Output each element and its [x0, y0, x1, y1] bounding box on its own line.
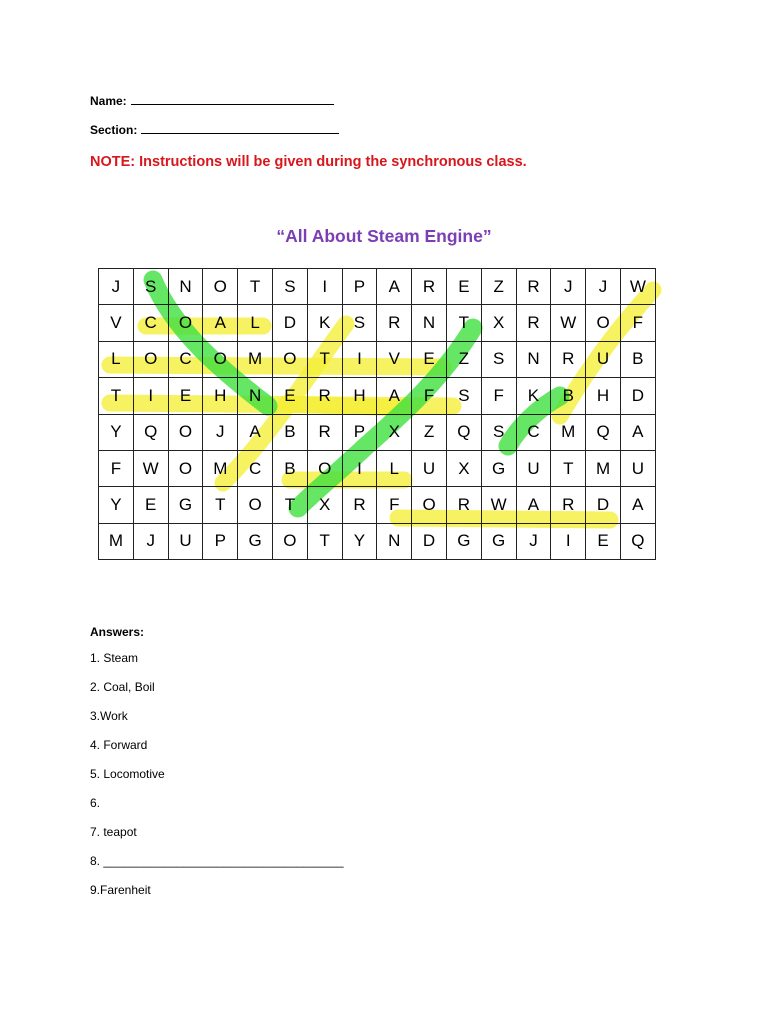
- grid-cell: A: [620, 414, 655, 450]
- grid-cell: W: [620, 269, 655, 305]
- name-field: [90, 94, 334, 108]
- grid-cell: R: [551, 341, 586, 377]
- section-label: Section:: [90, 123, 138, 137]
- grid-cell: S: [133, 269, 168, 305]
- grid-cell: S: [446, 378, 481, 414]
- grid-cell: O: [168, 305, 203, 341]
- grid-cell: C: [133, 305, 168, 341]
- grid-cell: C: [168, 341, 203, 377]
- word-search-puzzle: [98, 268, 671, 575]
- grid-cell: X: [481, 305, 516, 341]
- grid-cell: B: [620, 341, 655, 377]
- grid-cell: Y: [99, 487, 134, 523]
- grid-cell: A: [516, 487, 551, 523]
- grid-cell: T: [307, 341, 342, 377]
- grid-cell: T: [99, 378, 134, 414]
- grid-cell: Z: [412, 414, 447, 450]
- grid-cell: S: [342, 305, 377, 341]
- grid-cell: T: [551, 450, 586, 486]
- grid-cell: V: [99, 305, 134, 341]
- instruction-note: NOTE: Instructions will be given during the synchronous class.: [90, 154, 527, 170]
- grid-cell: M: [203, 450, 238, 486]
- grid-cell: D: [272, 305, 307, 341]
- grid-cell: Q: [446, 414, 481, 450]
- grid-cell: C: [238, 450, 273, 486]
- grid-cell: E: [272, 378, 307, 414]
- grid-cell: N: [412, 305, 447, 341]
- grid-cell: R: [342, 487, 377, 523]
- grid-cell: O: [586, 305, 621, 341]
- grid-cell: W: [481, 487, 516, 523]
- grid-cell: X: [377, 414, 412, 450]
- name-label: Name:: [90, 94, 127, 108]
- grid-cell: J: [203, 414, 238, 450]
- grid-cell: I: [342, 450, 377, 486]
- grid-cell: E: [168, 378, 203, 414]
- grid-cell: M: [551, 414, 586, 450]
- grid-cell: N: [377, 523, 412, 559]
- grid-cell: D: [620, 378, 655, 414]
- answer-item: 7. teapot: [90, 825, 137, 839]
- grid-cell: S: [481, 414, 516, 450]
- grid-cell: T: [238, 269, 273, 305]
- grid-cell: I: [133, 378, 168, 414]
- grid-cell: T: [446, 305, 481, 341]
- grid-cell: Y: [99, 414, 134, 450]
- grid-cell: R: [307, 378, 342, 414]
- answers-title: Answers:: [90, 625, 145, 639]
- grid-cell: O: [238, 487, 273, 523]
- grid-cell: Q: [133, 414, 168, 450]
- grid-cell: O: [412, 487, 447, 523]
- grid-row: [99, 487, 656, 523]
- grid-cell: T: [272, 487, 307, 523]
- grid-cell: P: [203, 523, 238, 559]
- answer-item: 9.Farenheit: [90, 883, 151, 897]
- grid-cell: U: [620, 450, 655, 486]
- grid-cell: M: [586, 450, 621, 486]
- grid-cell: D: [412, 523, 447, 559]
- grid-cell: G: [446, 523, 481, 559]
- grid-cell: Y: [342, 523, 377, 559]
- grid-cell: E: [412, 341, 447, 377]
- grid-cell: T: [203, 487, 238, 523]
- grid-cell: N: [238, 378, 273, 414]
- grid-cell: F: [99, 450, 134, 486]
- grid-cell: Z: [481, 269, 516, 305]
- section-field: [90, 123, 339, 137]
- section-blank: [141, 123, 339, 134]
- grid-cell: H: [203, 378, 238, 414]
- grid-cell: X: [307, 487, 342, 523]
- grid-cell: D: [586, 487, 621, 523]
- grid-cell: F: [620, 305, 655, 341]
- grid-cell: B: [272, 414, 307, 450]
- grid-cell: I: [342, 341, 377, 377]
- answer-item: 5. Locomotive: [90, 767, 165, 781]
- answer-item: 1. Steam: [90, 651, 139, 665]
- answer-item: 4. Forward: [90, 738, 148, 752]
- grid-cell: G: [481, 523, 516, 559]
- grid-cell: L: [99, 341, 134, 377]
- grid-cell: A: [238, 414, 273, 450]
- grid-row: [99, 414, 656, 450]
- grid-cell: E: [586, 523, 621, 559]
- grid-cell: R: [551, 487, 586, 523]
- grid-cell: G: [168, 487, 203, 523]
- grid-cell: J: [516, 523, 551, 559]
- grid-cell: P: [342, 269, 377, 305]
- grid-cell: W: [133, 450, 168, 486]
- grid-cell: A: [620, 487, 655, 523]
- grid-cell: R: [307, 414, 342, 450]
- grid-cell: I: [307, 269, 342, 305]
- grid-cell: O: [272, 523, 307, 559]
- grid-cell: E: [446, 269, 481, 305]
- grid-cell: F: [481, 378, 516, 414]
- grid-row: [99, 523, 656, 559]
- grid-cell: R: [516, 269, 551, 305]
- grid-cell: B: [272, 450, 307, 486]
- grid-cell: W: [551, 305, 586, 341]
- grid-cell: K: [307, 305, 342, 341]
- grid-cell: O: [203, 269, 238, 305]
- grid-row: [99, 450, 656, 486]
- answers-section: [90, 625, 344, 912]
- grid-cell: Q: [620, 523, 655, 559]
- name-blank: [131, 94, 334, 105]
- grid-cell: U: [412, 450, 447, 486]
- grid-cell: J: [551, 269, 586, 305]
- grid-cell: X: [446, 450, 481, 486]
- grid-cell: R: [516, 305, 551, 341]
- grid-cell: U: [586, 341, 621, 377]
- grid-cell: Q: [586, 414, 621, 450]
- grid-cell: O: [133, 341, 168, 377]
- grid-cell: J: [586, 269, 621, 305]
- grid-cell: E: [133, 487, 168, 523]
- grid-cell: O: [168, 414, 203, 450]
- grid-cell: M: [99, 523, 134, 559]
- grid-cell: F: [412, 378, 447, 414]
- grid-cell: A: [377, 378, 412, 414]
- grid-cell: R: [377, 305, 412, 341]
- grid-cell: O: [168, 450, 203, 486]
- grid-row: [99, 341, 656, 377]
- grid-cell: R: [446, 487, 481, 523]
- grid-cell: N: [516, 341, 551, 377]
- word-search-grid: [98, 268, 656, 560]
- grid-cell: T: [307, 523, 342, 559]
- grid-cell: K: [516, 378, 551, 414]
- answer-item: 3.Work: [90, 709, 128, 723]
- grid-cell: H: [586, 378, 621, 414]
- grid-cell: L: [377, 450, 412, 486]
- grid-row: [99, 305, 656, 341]
- grid-cell: U: [168, 523, 203, 559]
- grid-cell: L: [238, 305, 273, 341]
- grid-cell: A: [203, 305, 238, 341]
- grid-cell: V: [377, 341, 412, 377]
- grid-cell: O: [272, 341, 307, 377]
- grid-cell: S: [272, 269, 307, 305]
- grid-cell: R: [412, 269, 447, 305]
- answer-item: 6.: [90, 796, 101, 810]
- grid-cell: M: [238, 341, 273, 377]
- grid-cell: U: [516, 450, 551, 486]
- grid-row: [99, 378, 656, 414]
- page-title: “All About Steam Engine”: [276, 226, 492, 246]
- grid-cell: I: [551, 523, 586, 559]
- grid-cell: G: [238, 523, 273, 559]
- grid-cell: O: [203, 341, 238, 377]
- grid-cell: J: [99, 269, 134, 305]
- grid-cell: A: [377, 269, 412, 305]
- grid-cell: F: [377, 487, 412, 523]
- grid-cell: S: [481, 341, 516, 377]
- grid-row: [99, 269, 656, 305]
- grid-cell: H: [342, 378, 377, 414]
- grid-cell: O: [307, 450, 342, 486]
- grid-cell: J: [133, 523, 168, 559]
- grid-cell: Z: [446, 341, 481, 377]
- answer-item: 8. ____________________________________: [90, 854, 344, 868]
- grid-cell: B: [551, 378, 586, 414]
- grid-cell: N: [168, 269, 203, 305]
- answer-list: [90, 651, 344, 912]
- grid-cell: C: [516, 414, 551, 450]
- grid-cell: P: [342, 414, 377, 450]
- answer-item: 2. Coal, Boil: [90, 680, 155, 694]
- grid-cell: G: [481, 450, 516, 486]
